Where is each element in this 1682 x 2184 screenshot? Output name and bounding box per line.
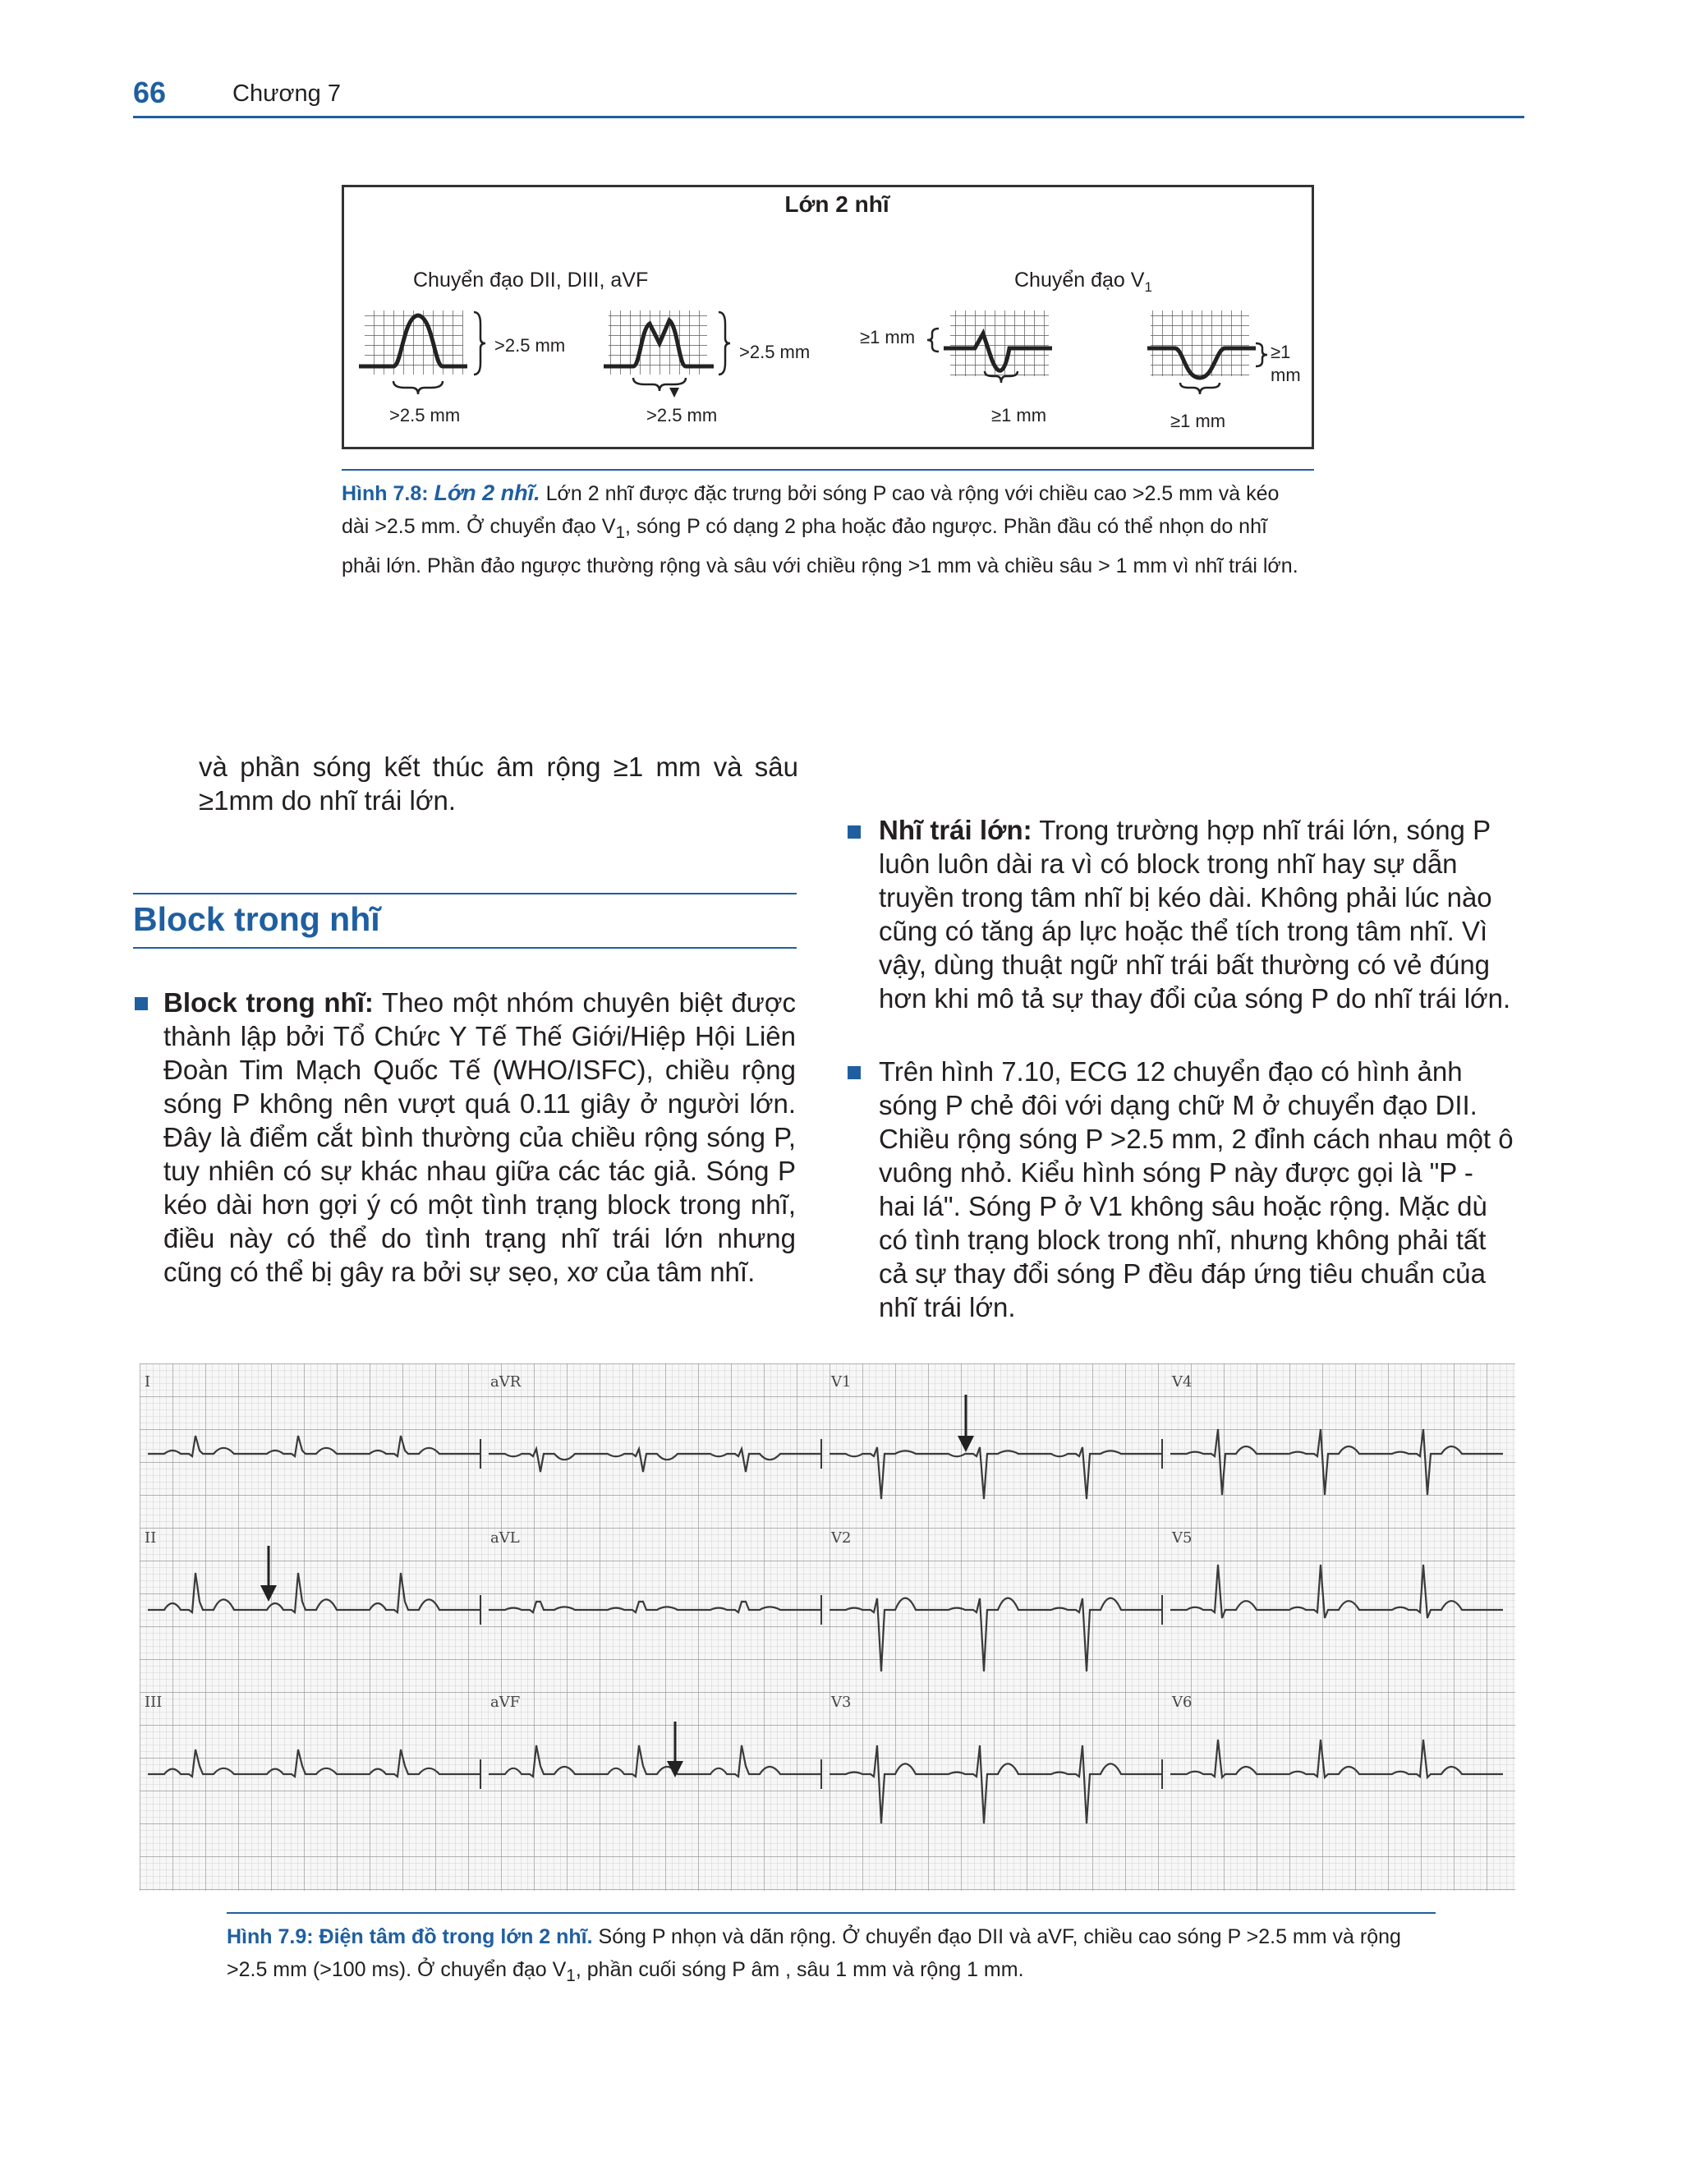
- page-number: 66: [133, 76, 167, 109]
- meas-4-height-a: ≥1: [1271, 342, 1291, 362]
- right-group-label: Chuyển đạo $V_1$: [1014, 269, 1152, 295]
- bullet-marker: [848, 825, 861, 839]
- ecg-lead-label-iii: III: [145, 1694, 163, 1711]
- left-group-label: Chuyển đạo DII, DIII, aVF: [413, 269, 649, 292]
- caption-7-8: [342, 476, 1311, 582]
- caption-7-8-rule: [342, 469, 1314, 471]
- wave-inverted-p: [1147, 310, 1301, 431]
- ecg-lead-label-v5: V5: [1172, 1529, 1193, 1547]
- caption-7-8-label: Hình 7.8:: [342, 482, 429, 505]
- caption-7-9-sub: 1: [566, 1966, 576, 1985]
- bullet-block-text: Theo một nhóm chuyên biệt được thành lập bởi Tổ Chức Y Tế Thế Giới/Hiệp Hội Liên Đoàn Tim Mạch Quốc Tế (WHO/ISFC), chiều rộng sóng P không nên vượt quá 0.11 giây ở người lớn. Đây là điểm cắt bình thường của chiều rộng sóng P, tuy nhiên có sự khác nhau giữa các tác giả. Sóng P kéo dài hơn gợi ý có một tình trạng block trong nhĩ, điều này có thể do tình trạng nhĩ trái lớn nhưng cũng có thể bị gây ra bởi sự sẹo, xơ của tâm nhĩ.: [163, 987, 796, 1287]
- ecg-lead-label-avl: aVL: [490, 1529, 520, 1547]
- section-rule-bottom: [133, 947, 797, 949]
- meas-3-width: ≥1 mm: [991, 405, 1047, 425]
- meas-2-width: >2.5 mm: [646, 405, 718, 425]
- section-rule-top: [133, 893, 797, 894]
- bullet-block-trong-nhi: [163, 986, 796, 1289]
- caption-7-9-title: Điện tâm đồ trong lớn 2 nhĩ.: [319, 1925, 593, 1948]
- bullet-block-bold: Block trong nhĩ:: [163, 987, 374, 1018]
- ecg-lead-label-v3: V3: [831, 1694, 852, 1711]
- caption-7-8-text-1: Lớn 2 nhĩ được đặc trưng bởi sóng P cao và rộng với chiều cao >2.5 mm và kéo dài >2.5 mm. Ở chuyển đạo V: [342, 482, 1280, 538]
- caption-7-9-text-1: Sóng P nhọn và dãn rộng. Ở chuyển đạo DII và aVF, chiều cao sóng P >2.5 mm và rộng >2.5 mm (>100 ms). Ở chuyển đạo V: [227, 1925, 1401, 1981]
- wave-biphasic-p: [860, 310, 1052, 425]
- ecg-lead-label-v1: V1: [831, 1373, 852, 1391]
- bullet-ecg-description: Trên hình 7.10, ECG 12 chuyển đạo có hình ảnh sóng P chẻ đôi với dạng chữ M ở chuyển đạo DII. Chiều rộng sóng P >2.5 mm, 2 đỉnh cách nhau một ô vuông nhỏ. Kiểu hình sóng P này được gọi là "P - hai lá". Sóng P ở V1 không sâu hoặc rộng. Mặc dù có tình trạng block trong nhĩ, nhưng không phải tất cả sự thay đổi sóng P đều đáp ứng tiêu chuẩn của nhĩ trái lớn.: [879, 1056, 1514, 1322]
- ecg-lead-label-avr: aVR: [490, 1373, 522, 1391]
- meas-1-width: >2.5 mm: [389, 405, 461, 425]
- header-rule: [133, 116, 1524, 118]
- section-title: Block trong nhĩ: [133, 900, 380, 938]
- meas-4-height-b: mm: [1271, 365, 1301, 385]
- meas-4-width: ≥1 mm: [1170, 411, 1226, 431]
- caption-7-8-sub: 1: [615, 523, 626, 542]
- caption-7-9-rule: [227, 1912, 1436, 1914]
- figure-7-8: [342, 185, 1314, 449]
- ecg-plot: [140, 1363, 1515, 1891]
- bullet-nhi-trai-lon: [879, 813, 1516, 1015]
- wave-tall-p: [359, 310, 565, 425]
- ecg-12-lead: [140, 1363, 1515, 1891]
- caption-7-9: [227, 1920, 1434, 1993]
- ecg-lead-label-v2: V2: [831, 1529, 852, 1547]
- caption-7-9-label: Hình 7.9:: [227, 1925, 314, 1948]
- ecg-lead-label-i: I: [145, 1373, 151, 1391]
- figure-7-8-diagram: [344, 187, 1312, 447]
- chapter-title: Chương 7: [232, 80, 341, 107]
- caption-7-8-title: Lớn 2 nhĩ.: [434, 480, 540, 505]
- ecg-grid: [140, 1363, 1515, 1891]
- bullet-marker: [848, 1066, 861, 1079]
- caption-7-9-text-2: , phần cuối sóng P âm , sâu 1 mm và rộng 1 mm.: [575, 1958, 1024, 1981]
- ecg-lead-label-v6: V6: [1172, 1694, 1193, 1711]
- bullet-nhi-trai-bold: Nhĩ trái lớn:: [879, 815, 1032, 845]
- bullet-marker: [135, 997, 148, 1010]
- meas-2-height: >2.5 mm: [739, 342, 811, 362]
- wave-notched-p: [604, 310, 810, 425]
- caption-7-8-text-2: , sóng P có dạng 2 pha hoặc đảo ngược. Phần đầu có thể nhọn do nhĩ phải lớn. Phần đảo ngược thường rộng và sâu với chiều rộng >1 mm và chiều sâu > 1 mm vì nhĩ trái lớn.: [342, 515, 1298, 577]
- meas-1-height: >2.5 mm: [494, 335, 566, 356]
- ecg-lead-label-v4: V4: [1172, 1373, 1193, 1391]
- meas-3-height: ≥1 mm: [860, 327, 916, 347]
- figure-7-8-title: Lớn 2 nhĩ: [784, 191, 889, 217]
- ecg-lead-label-avf: aVF: [490, 1694, 521, 1711]
- bullet-nhi-trai-text: Trong trường hợp nhĩ trái lớn, sóng P luôn luôn dài ra vì có block trong nhĩ hay sự dẫn truyền trong tâm nhĩ bị kéo dài. Không phải lúc nào cũng có tăng áp lực hoặc thể tích trong tâm nhĩ. Vì vậy, dùng thuật ngữ nhĩ trái bất thường có vẻ đúng hơn khi mô tả sự thay đổi của sóng P do nhĩ trái lớn.: [879, 815, 1511, 1014]
- ecg-lead-label-ii: II: [145, 1529, 157, 1547]
- continuation-paragraph: và phần sóng kết thúc âm rộng ≥1 mm và sâu ≥1mm do nhĩ trái lớn.: [199, 752, 798, 816]
